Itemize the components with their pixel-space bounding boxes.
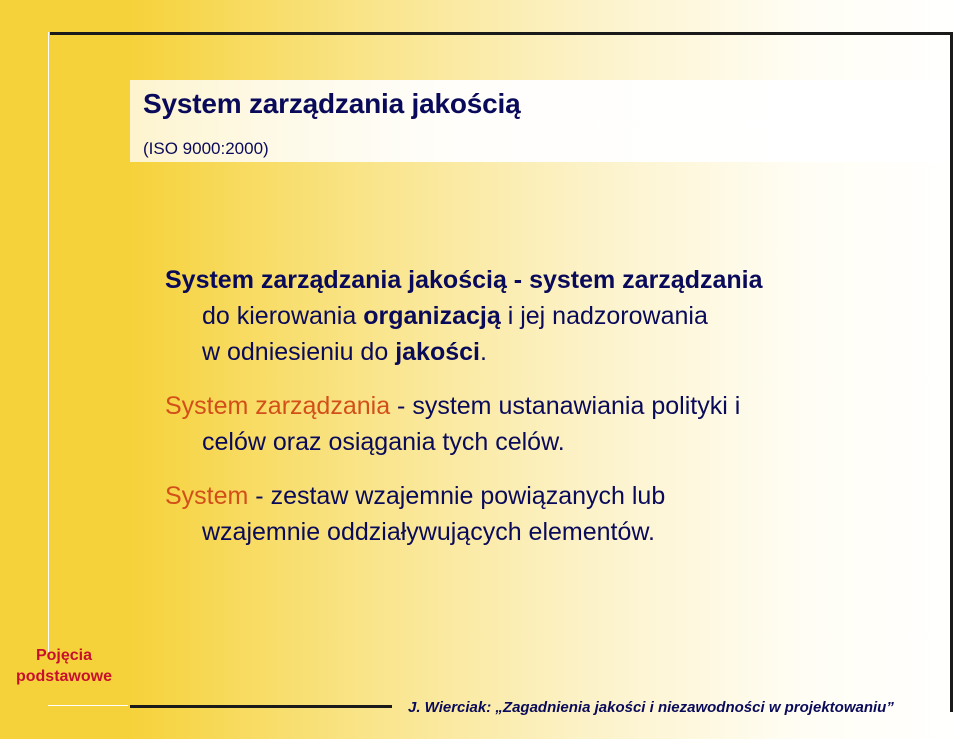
term-system: System: [165, 482, 249, 510]
definition-1-line-2: [165, 298, 925, 334]
definition-2-line-2: celów oraz osiągania tych celów.: [202, 428, 565, 456]
frame-bottom-line: [130, 705, 392, 708]
section-label: [0, 645, 128, 687]
definition-1-text: do kierowania: [202, 302, 364, 330]
left-color-band: [0, 0, 130, 739]
footer-credit: J. Wierciak: „Zagadnienia jakości i niezawodności w projektowaniu”: [408, 699, 894, 716]
definition-1-line-1: System zarządzania jakością - system zarządzania: [165, 266, 763, 294]
definition-quality-management-system: [165, 262, 925, 370]
definition-1-line-3: [165, 334, 925, 370]
frame-top-line: [50, 32, 952, 35]
slide-subtitle: (ISO 9000:2000): [143, 139, 269, 158]
term-management-system: System zarządzania: [165, 392, 391, 420]
definition-3-line-2: wzajemnie oddziaływujących elementów.: [202, 518, 656, 546]
frame-bottom-left-line: [48, 705, 128, 706]
frame-left-line: [48, 32, 49, 652]
definition-2-text: - system ustanawiania polityki i: [390, 392, 741, 420]
definition-3-text: - zestaw wzajemnie powiązanych lub: [248, 482, 666, 510]
definition-1-text: .: [479, 338, 487, 366]
section-label-line-2: podstawowe: [15, 668, 112, 685]
definition-system: [165, 478, 925, 550]
definition-1-text: i jej nadzorowania: [500, 302, 708, 330]
keyword-quality: jakości: [395, 338, 480, 366]
keyword-organization: organizacją: [363, 302, 501, 330]
slide-content: [165, 262, 925, 568]
definition-management-system: [165, 388, 925, 460]
slide-title: System zarządzania jakością: [143, 88, 521, 119]
definition-1-text: w odniesieniu do: [202, 338, 396, 366]
frame-right-line: [950, 32, 953, 712]
section-label-line-1: Pojęcia: [35, 647, 93, 664]
